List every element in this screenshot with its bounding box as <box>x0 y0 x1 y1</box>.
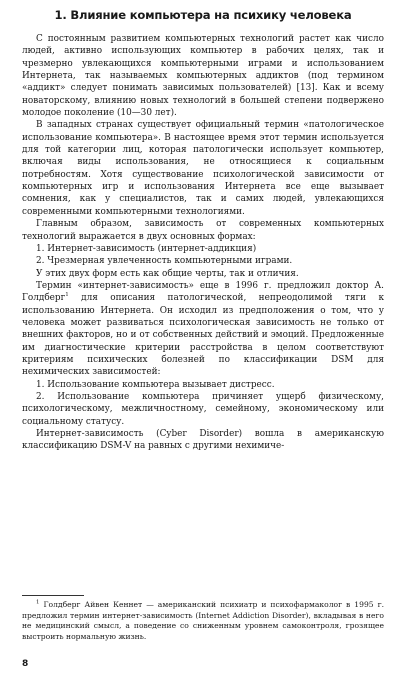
paragraph-common-traits: У этих двух форм есть как общие черты, так и отличия. <box>36 268 299 279</box>
list-item-distress: 1. Использование компьютера вызывает дистресс. <box>36 379 275 390</box>
paragraph-cyber-disorder: Интернет-зависимость (Cyber Disorder) вошла в американскую классификацию DSM-V на равных с другими нехимиче- <box>22 429 384 452</box>
list-item-damage: 2. Использование компьютера причиняет ущерб физическому, психологическому, межличностному, семейному, экономическому или социальному статусу. <box>22 391 384 427</box>
footnote-number: 1 <box>36 599 40 606</box>
list-item-internet-addiction: 1. Интернет-зависимость (интернет-аддикция) <box>36 243 257 254</box>
paragraph-pathological-use: В западных странах существует официальный термин «патологическое использование компьютера». В настоящее время этот термин используется для той категории лиц, которая патологически использует компьютер, включая виды использования, не относящиеся к социальным потребностям. Хотя существование психологической зависимости от компьютерных игр и использования Интернета все еще вызывает сомнения, как у специалистов, так и самих людей, увлекающихся современными компьютерными технологиями. <box>22 120 384 217</box>
page-content <box>22 8 384 453</box>
paragraph-intro: С постоянным развитием компьютерных технологий растет как число людей, активно использующих компьютер в рабочих целях, так и чрезмерно увлекающихся компьютерными играми и использованием Интернета, так называемых компьютерных аддиктов (под термином «аддикт» следует понимать зависимых пользователей) [13]. Как и всему новаторскому, влиянию новых технологий в большей степени подвержено молодое поколение (10—30 лет). <box>22 34 384 119</box>
footnote-divider <box>22 595 84 596</box>
footnote <box>22 600 384 642</box>
list-item-gaming: 2. Чрезмерная увлеченность компьютерными играми. <box>36 256 293 267</box>
paragraph-two-forms: Главным образом, зависимость от современных компьютерных технологий выражается в двух основных формах: <box>22 219 384 242</box>
footnote-reference: 1 <box>65 292 69 299</box>
goldberg-text-start: Термин «интернет-зависимость» еще в 1996 г. предложил доктор А. Голдберг <box>22 280 384 304</box>
paragraph-goldberg <box>22 280 384 379</box>
footnote-paragraph <box>22 600 384 642</box>
goldberg-text-end: для описания патологической, непреодолимой тяги к использованию Интернета. Он исходил из предположения о том, что у человека может развиваться психологическая зависимость не только от внешних факторов, но и от собственных действий и эмоций. Предложенные им диагностические критерии расстройства в целом соответствуют критериям психических болезней по классификации DSM для нехимических зависимостей: <box>22 293 384 378</box>
body-text <box>22 33 384 453</box>
page-number: 8 <box>22 659 29 669</box>
footnote-text: Голдберг Айвен Кеннет — американский психиатр и психофармаколог в 1995 г. предложил термин интернет-зависимость (Internet Addiction Disorder), вкладывая в него не медицинский смысл, а поведение со сниженным уровнем самоконтроля, грозящее выстроить нормальную жизнь. <box>22 600 384 641</box>
section-heading: 1. Влияние компьютера на психику человека <box>54 8 352 22</box>
